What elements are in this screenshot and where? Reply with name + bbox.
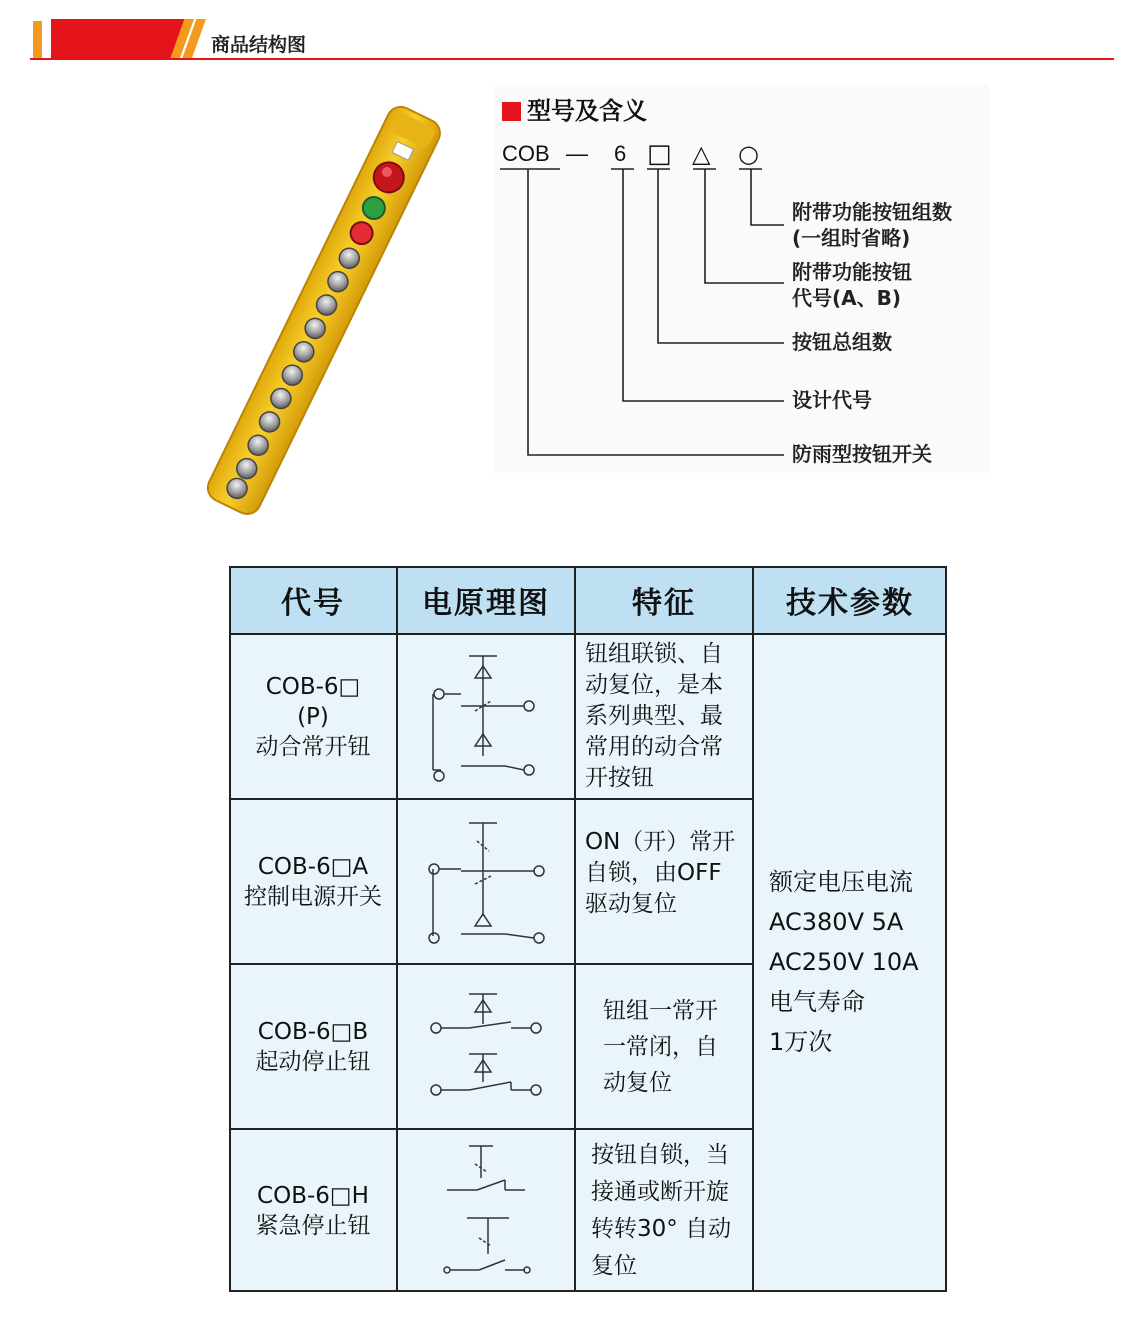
code-six: 6	[614, 141, 627, 166]
table-row-feature	[575, 634, 753, 799]
header-divider	[30, 58, 1114, 60]
label-line: 代号(A、B)	[792, 286, 902, 310]
feature-line: 开按钮	[585, 765, 654, 791]
meaning-leader-lines	[494, 85, 989, 473]
section-title: 商品结构图	[211, 34, 307, 56]
code-circle: ○	[738, 140, 759, 168]
table-spec-cell	[753, 634, 947, 1292]
code-line: COB-6□	[265, 673, 361, 700]
code-line: 动合常开钮	[255, 733, 371, 760]
label-line: 附带功能按钮组数	[792, 200, 952, 224]
product-pendant-image	[168, 100, 478, 520]
feature-line: 常用的动合常	[585, 734, 723, 760]
spec-line: AC380V 5A	[769, 908, 904, 936]
code-prefix: COB	[502, 141, 550, 166]
code-dash: —	[566, 141, 588, 166]
table-row-feature	[575, 964, 753, 1129]
header-feature: 特征	[632, 586, 696, 621]
code-line: COB-6□A	[257, 853, 369, 880]
feature-line: 转转30° 自动	[591, 1215, 732, 1242]
label-line: 设计代号	[792, 388, 872, 412]
spec-line: 电气寿命	[769, 988, 865, 1016]
header-circuit: 电原理图	[422, 586, 550, 621]
header-accent-tick	[33, 21, 42, 59]
meaning-label-design-code	[792, 387, 872, 413]
feature-line: 一常闭，自	[603, 1033, 718, 1060]
label-line: 附带功能按钮	[792, 260, 912, 284]
label-line: (一组时省略)	[792, 226, 911, 250]
feature-line: ON（开）常开	[585, 829, 736, 855]
feature-line: 自锁，由OFF	[585, 860, 722, 886]
spec-line: AC250V 10A	[769, 948, 919, 976]
feature-line: 动复位，是本	[585, 672, 723, 698]
table-row-code	[229, 799, 397, 964]
code-line: COB-6□B	[257, 1018, 369, 1045]
meaning-label-total-groups	[792, 329, 892, 355]
feature-line: 动复位	[603, 1069, 672, 1096]
code-line: (P)	[297, 703, 329, 730]
header-red-bar	[51, 19, 191, 59]
feature-line: 钮组一常开	[603, 997, 718, 1024]
code-line: 控制电源开关	[244, 883, 382, 910]
meaning-label-function-code	[792, 259, 912, 311]
table-row-code	[229, 964, 397, 1129]
feature-line: 按钮自锁，当	[591, 1141, 729, 1168]
model-meaning-diagram	[494, 85, 989, 473]
feature-line: 接通或断开旋	[591, 1178, 729, 1205]
code-line: COB-6□H	[257, 1182, 369, 1209]
feature-line: 钮组联锁、自	[585, 641, 723, 667]
meaning-label-rainproof	[792, 441, 932, 467]
spec-line: 1万次	[769, 1028, 833, 1056]
table-row-feature	[575, 799, 753, 964]
label-line: 按钮总组数	[792, 330, 892, 354]
table-row-code	[229, 1129, 397, 1292]
meaning-label-group-count	[792, 199, 952, 251]
code-square: □	[647, 139, 672, 169]
header-code: 代号	[281, 586, 345, 621]
header-spec: 技术参数	[786, 586, 914, 621]
spec-table	[229, 566, 947, 1292]
section-header	[0, 0, 1145, 70]
meaning-heading-text: 型号及含义	[527, 97, 647, 125]
code-line: 紧急停止钮	[255, 1212, 371, 1239]
code-line: 起动停止钮	[255, 1048, 371, 1075]
label-line: 防雨型按钮开关	[792, 442, 932, 466]
spec-line: 额定电压电流	[769, 868, 913, 896]
table-row-code	[229, 634, 397, 799]
feature-line: 驱动复位	[585, 891, 677, 917]
table-row-feature	[575, 1129, 753, 1292]
feature-line: 系列典型、最	[585, 703, 723, 729]
feature-line: 复位	[591, 1252, 637, 1279]
code-triangle: △	[692, 140, 711, 168]
